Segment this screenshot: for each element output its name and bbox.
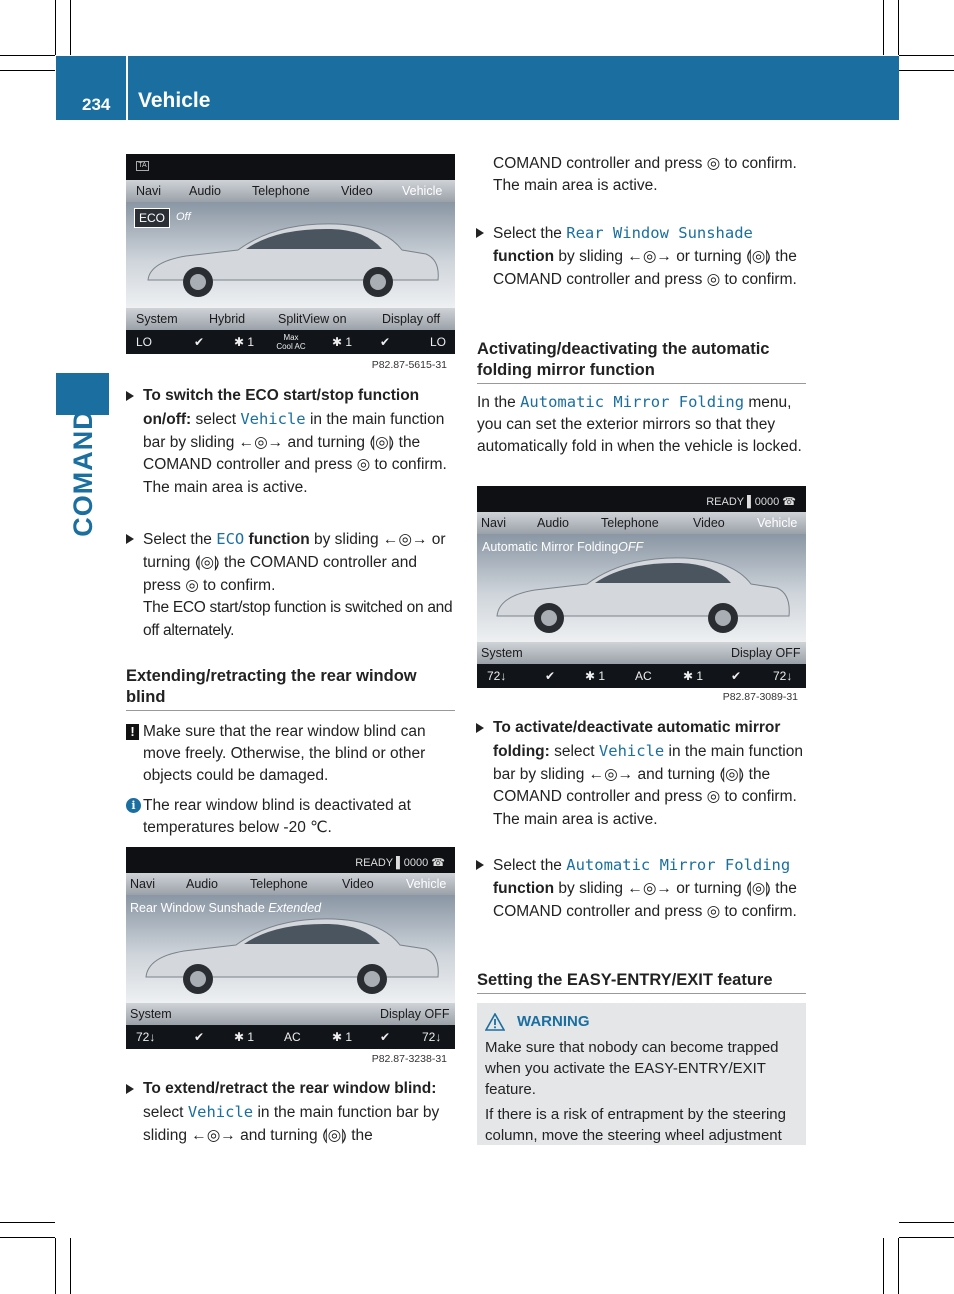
- step-bold: To activate/deactivate automatic mirror folding:: [493, 719, 781, 760]
- step-result: The main area is active.: [493, 811, 658, 829]
- step-extend-blind: [126, 1078, 458, 1147]
- step-arrow-icon: [126, 534, 134, 544]
- step-select-mirror: [476, 854, 808, 923]
- info-note: [126, 795, 458, 839]
- climate-item: ✱ 1: [234, 1030, 255, 1044]
- crop-mark: [898, 1238, 899, 1294]
- function-state: OFF: [618, 540, 644, 554]
- caution-note: [126, 721, 458, 787]
- note-text: Make sure that the rear window blind can move freely. Otherwise, the blind or other objects could be damaged.: [143, 723, 426, 784]
- crop-mark: [0, 1222, 55, 1223]
- climate-item: ✱ 1: [332, 335, 353, 349]
- eco-state: Off: [176, 211, 191, 223]
- menu-item: Telephone: [601, 516, 659, 530]
- menu-bar: [477, 512, 806, 534]
- menu-term: Vehicle: [240, 409, 306, 428]
- climate-item: AC: [284, 1030, 301, 1044]
- menu-term: Vehicle: [598, 741, 665, 760]
- warning-triangle-icon: [485, 1013, 505, 1031]
- page-number: 234: [82, 95, 111, 114]
- climate-item: ✔: [545, 669, 556, 683]
- warning-title: WARNING: [517, 1013, 590, 1030]
- warning-text: If there is a risk of entrapment by the steering column, move the steering wheel adjustment: [485, 1106, 786, 1144]
- function-name: Automatic Mirror Folding: [482, 540, 619, 554]
- menu-item: Navi: [130, 877, 156, 891]
- crop-mark: [899, 1222, 954, 1223]
- step-bold: function: [244, 531, 310, 548]
- warning-text: Make sure that nobody can become trapped when you activate the EASY-ENTRY/EXIT feature.: [485, 1039, 779, 1098]
- ta-icon: TA: [136, 161, 149, 171]
- step-arrow-icon: [476, 860, 484, 870]
- step-text: in the main function bar by sliding ←◎→ and turning ⟬◎⟭ the COMAND controller and press ◎ to confirm.: [493, 742, 803, 806]
- bottom-bar: [477, 642, 806, 664]
- menu-item: Vehicle: [757, 516, 798, 530]
- menu-item: Video: [342, 877, 374, 891]
- menu-bar: [126, 180, 455, 202]
- bottom-item: Display OFF: [731, 646, 801, 660]
- step-text: select: [191, 410, 241, 428]
- bottom-item: SplitView on: [278, 312, 347, 326]
- intro-paragraph: [477, 391, 809, 458]
- eco-badge: ECO: [134, 208, 170, 228]
- page-title: Vehicle: [138, 89, 211, 112]
- menu-item: Video: [341, 184, 373, 198]
- crop-mark: [898, 0, 899, 55]
- crop-mark: [55, 0, 56, 55]
- crop-mark: [899, 70, 954, 71]
- step-bold: To switch the ECO start/stop function on/off:: [143, 387, 420, 428]
- main-area: [126, 895, 455, 1003]
- status-bar: [126, 154, 455, 180]
- step-select-sunshade: [476, 222, 806, 291]
- step-bold: function: [493, 879, 555, 897]
- para-text: menu, you can set the exterior mirrors so that they automatically fold in when the vehicle is locked.: [477, 394, 802, 455]
- step-bold: function: [493, 247, 555, 265]
- status-text: READY ▌0000 ☎: [706, 496, 796, 508]
- step-text: by sliding ←◎→ or turning ⟬◎⟭ the COMAND controller and press ◎ to confirm.: [143, 531, 446, 594]
- climate-item: ✱ 1: [234, 335, 255, 349]
- step-text: in the main function bar by sliding ←◎→ and turning ⟬◎⟭ the: [143, 1103, 440, 1144]
- status-bar: [126, 847, 455, 873]
- menu-item: Telephone: [250, 877, 308, 891]
- figure-caption: P82.87-3089-31: [477, 688, 806, 707]
- status-text: READY ▌0000 ☎: [355, 857, 445, 869]
- main-area: [126, 202, 455, 308]
- menu-item: Video: [693, 516, 725, 530]
- step-arrow-icon: [476, 228, 484, 238]
- climate-item: ✱ 1: [332, 1030, 353, 1044]
- climate-item: ✔: [194, 335, 205, 349]
- bottom-bar: [126, 308, 455, 330]
- menu-item: Audio: [186, 877, 218, 891]
- menu-item: Audio: [189, 184, 221, 198]
- note-text: The rear window blind is deactivated at temperatures below -20 ℃.: [143, 797, 411, 836]
- climate-item: ✔: [194, 1030, 205, 1044]
- info-icon: i: [126, 798, 141, 813]
- car-image: [126, 202, 455, 308]
- header-divider: [126, 56, 128, 120]
- crop-mark: [899, 55, 954, 56]
- climate-item: LO: [136, 335, 153, 349]
- climate-item: AC: [635, 669, 652, 683]
- figure-caption: P82.87-5615-31: [126, 354, 455, 376]
- status-bar: [477, 486, 806, 512]
- menu-term: Automatic Mirror Folding: [520, 393, 745, 411]
- crop-mark: [70, 1238, 71, 1294]
- side-tab-label-box: [56, 408, 109, 537]
- climate-item: 72↓: [773, 669, 793, 683]
- car-image: [126, 895, 455, 1003]
- function-name: Rear Window Sunshade: [130, 901, 265, 915]
- crop-mark: [55, 1238, 56, 1294]
- step-text: by sliding ←◎→ or turning ⟬◎⟭ the COMAND controller and press ◎ to confirm.: [493, 879, 797, 920]
- crop-mark: [883, 0, 884, 55]
- exclamation-icon: !: [126, 724, 139, 740]
- step-text: COMAND controller and press ◎ to confirm.: [493, 155, 797, 172]
- climate-bar: [477, 664, 806, 688]
- step-text: select: [143, 1103, 188, 1121]
- crop-mark: [0, 55, 55, 56]
- climate-bar: [126, 330, 455, 354]
- menu-term: Rear Window Sunshade: [566, 224, 753, 242]
- step-result: The main area is active.: [143, 479, 308, 497]
- climate-item: 72↓: [487, 669, 507, 683]
- bottom-item: System: [136, 312, 178, 326]
- menu-item: Telephone: [252, 184, 310, 198]
- climate-bar: [126, 1025, 455, 1049]
- bottom-item: System: [481, 646, 523, 660]
- climate-item: ✔: [380, 335, 391, 349]
- step-result: The ECO start/stop function is switched on and off alternately.: [143, 599, 453, 640]
- climate-item: 72↓: [422, 1030, 442, 1044]
- side-tab-label: COMAND: [67, 408, 98, 537]
- section-heading: Extending/retracting the rear window blind: [126, 666, 455, 711]
- section-heading: Setting the EASY-ENTRY/EXIT feature: [477, 970, 806, 994]
- para-text: In the: [477, 394, 521, 411]
- car-image: [477, 534, 806, 642]
- step-text: select: [549, 742, 599, 760]
- menu-term: Vehicle: [187, 1102, 254, 1121]
- climate-item: Max Cool AC: [276, 333, 306, 351]
- crop-mark: [899, 1237, 954, 1238]
- climate-item: LO: [430, 335, 447, 349]
- climate-item: ✱ 1: [683, 669, 704, 683]
- menu-item: Vehicle: [402, 184, 443, 198]
- crop-mark: [883, 1238, 884, 1294]
- climate-item: ✔: [380, 1030, 391, 1044]
- menu-bar: [126, 873, 455, 895]
- crop-mark: [0, 1237, 55, 1238]
- bottom-item: Display off: [382, 312, 441, 326]
- main-area: [477, 534, 806, 642]
- step-text: Select the: [143, 531, 217, 548]
- figure-caption: P82.87-3238-31: [126, 1049, 455, 1069]
- step-select-eco: [126, 528, 458, 643]
- step-text: in the main function bar by sliding ←◎→ and turning ⟬◎⟭ the COMAND controller and press ◎ to confirm.: [143, 410, 447, 474]
- bottom-item: Display OFF: [380, 1007, 450, 1021]
- step-text: by sliding ←◎→ or turning ⟬◎⟭ the COMAND controller and press ◎ to confirm.: [493, 247, 797, 288]
- menu-item: Audio: [537, 516, 569, 530]
- screenshot-eco: [126, 154, 455, 376]
- warning-box: [477, 1003, 806, 1145]
- bottom-item: System: [130, 1007, 172, 1021]
- bottom-bar: [126, 1003, 455, 1025]
- menu-term: Automatic Mirror Folding: [566, 856, 791, 874]
- page-header: [56, 56, 899, 120]
- menu-item: Vehicle: [406, 877, 447, 891]
- screenshot-rear-sunshade: [126, 847, 455, 1069]
- crop-mark: [70, 0, 71, 55]
- step-switch-eco: [126, 385, 458, 500]
- menu-term: ECO: [216, 530, 245, 548]
- climate-item: 72↓: [136, 1030, 156, 1044]
- crop-mark: [0, 70, 55, 71]
- step-arrow-icon: [126, 1084, 134, 1094]
- menu-item: Navi: [136, 184, 162, 198]
- function-state: Extended: [268, 901, 322, 915]
- section-heading: Activating/deactivating the automatic folding mirror function: [477, 339, 806, 384]
- step-text: Select the: [493, 857, 567, 874]
- step-text: Select the: [493, 225, 567, 242]
- bottom-item: Hybrid: [209, 312, 246, 326]
- step-activate-mirror: [476, 717, 808, 832]
- step-result: The main area is active.: [493, 177, 658, 194]
- step-arrow-icon: [126, 391, 134, 401]
- climate-item: ✱ 1: [585, 669, 606, 683]
- step-bold: To extend/retract the rear window blind:: [143, 1080, 437, 1097]
- step-arrow-icon: [476, 723, 484, 733]
- step-continuation: [493, 153, 806, 197]
- climate-item: ✔: [731, 669, 742, 683]
- screenshot-mirror-folding: [477, 486, 806, 707]
- menu-item: Navi: [481, 516, 507, 530]
